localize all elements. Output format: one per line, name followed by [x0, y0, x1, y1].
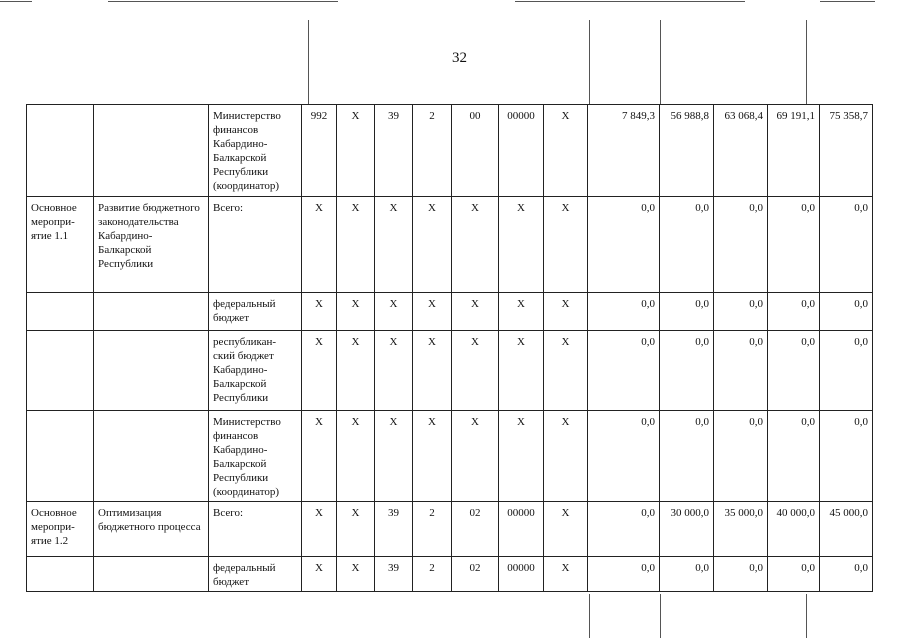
- amount-cell: 56 988,8: [660, 105, 714, 197]
- amount-cell: 0,0: [820, 197, 873, 293]
- event-name-cell: Оптимизация бюджетного процесса: [94, 502, 209, 557]
- event-name-cell: Развитие бюджетного законодательства Кабардино-Балкарской Республики: [94, 197, 209, 293]
- amount-cell: 30 000,0: [660, 502, 714, 557]
- code-cell: Х: [499, 293, 544, 331]
- code-cell: Х: [375, 293, 413, 331]
- code-cell: Х: [544, 411, 588, 502]
- amount-cell: 0,0: [660, 557, 714, 592]
- code-cell: Х: [302, 557, 337, 592]
- table-row: [27, 105, 873, 197]
- amount-cell: 35 000,0: [714, 502, 768, 557]
- budget-table: [26, 104, 873, 592]
- event-cell: [27, 293, 94, 331]
- scan-artifact-top-far-right: [820, 1, 875, 2]
- code-cell: Х: [544, 105, 588, 197]
- code-cell: Х: [375, 331, 413, 411]
- scan-artifact-vline: [308, 20, 309, 104]
- code-cell: Х: [302, 197, 337, 293]
- code-cell: Х: [452, 411, 499, 502]
- amount-cell: 40 000,0: [768, 502, 820, 557]
- amount-cell: 0,0: [820, 331, 873, 411]
- event-cell: [27, 411, 94, 502]
- funding-source-cell: федеральный бюджет: [209, 557, 302, 592]
- code-cell: Х: [302, 411, 337, 502]
- code-cell: 2: [413, 557, 452, 592]
- table-row: [27, 331, 873, 411]
- funding-source-cell: Министерство финансов Кабардино-Балкарской Республики (координатор): [209, 105, 302, 197]
- amount-cell: 45 000,0: [820, 502, 873, 557]
- code-cell: 02: [452, 502, 499, 557]
- funding-source-cell: Всего:: [209, 197, 302, 293]
- funding-source-cell: Министерство финансов Кабардино-Балкарской Республики (координатор): [209, 411, 302, 502]
- amount-cell: 0,0: [588, 557, 660, 592]
- code-cell: Х: [302, 502, 337, 557]
- code-cell: Х: [452, 331, 499, 411]
- code-cell: 02: [452, 557, 499, 592]
- amount-cell: 0,0: [768, 293, 820, 331]
- code-cell: Х: [499, 197, 544, 293]
- event-name-cell: [94, 331, 209, 411]
- code-cell: Х: [544, 293, 588, 331]
- amount-cell: 0,0: [820, 557, 873, 592]
- event-cell: [27, 557, 94, 592]
- code-cell: Х: [499, 411, 544, 502]
- scan-artifact-vline: [806, 20, 807, 104]
- code-cell: 39: [375, 105, 413, 197]
- code-cell: 39: [375, 502, 413, 557]
- scan-artifact-vline: [660, 20, 661, 104]
- code-cell: Х: [413, 197, 452, 293]
- amount-cell: 63 068,4: [714, 105, 768, 197]
- funding-source-cell: республикан-ский бюджет Кабардино-Балкарской Республики: [209, 331, 302, 411]
- amount-cell: 75 358,7: [820, 105, 873, 197]
- code-cell: Х: [413, 293, 452, 331]
- table-row: [27, 293, 873, 331]
- code-cell: 2: [413, 502, 452, 557]
- amount-cell: 0,0: [714, 197, 768, 293]
- code-cell: Х: [337, 411, 375, 502]
- event-name-cell: [94, 105, 209, 197]
- amount-cell: 0,0: [588, 502, 660, 557]
- event-cell: [27, 331, 94, 411]
- amount-cell: 69 191,1: [768, 105, 820, 197]
- code-cell: Х: [499, 331, 544, 411]
- page-number: 32: [452, 50, 467, 66]
- table-row: [27, 502, 873, 557]
- amount-cell: 0,0: [714, 411, 768, 502]
- scan-artifact-vline: [660, 594, 661, 638]
- code-cell: Х: [544, 331, 588, 411]
- event-cell: Основное меропри-ятие 1.2: [27, 502, 94, 557]
- table-row: [27, 411, 873, 502]
- scan-artifact-vline: [589, 20, 590, 104]
- amount-cell: 0,0: [714, 293, 768, 331]
- funding-source-cell: федеральный бюджет: [209, 293, 302, 331]
- scan-artifact-top-mid: [108, 1, 338, 2]
- table-row: [27, 197, 873, 293]
- scan-artifact-top-right: [515, 1, 745, 2]
- event-name-cell: [94, 411, 209, 502]
- event-name-cell: [94, 557, 209, 592]
- amount-cell: 0,0: [660, 411, 714, 502]
- code-cell: 00000: [499, 105, 544, 197]
- code-cell: 992: [302, 105, 337, 197]
- code-cell: Х: [302, 331, 337, 411]
- code-cell: Х: [544, 557, 588, 592]
- amount-cell: 0,0: [660, 331, 714, 411]
- table-body: [27, 105, 873, 592]
- amount-cell: 0,0: [820, 411, 873, 502]
- amount-cell: 0,0: [714, 331, 768, 411]
- code-cell: Х: [452, 293, 499, 331]
- amount-cell: 0,0: [768, 331, 820, 411]
- amount-cell: 0,0: [660, 293, 714, 331]
- code-cell: 00: [452, 105, 499, 197]
- amount-cell: 0,0: [768, 411, 820, 502]
- amount-cell: 0,0: [588, 293, 660, 331]
- amount-cell: 0,0: [588, 411, 660, 502]
- code-cell: Х: [337, 197, 375, 293]
- code-cell: Х: [413, 331, 452, 411]
- code-cell: 2: [413, 105, 452, 197]
- code-cell: Х: [413, 411, 452, 502]
- code-cell: Х: [544, 502, 588, 557]
- code-cell: Х: [337, 331, 375, 411]
- amount-cell: 0,0: [660, 197, 714, 293]
- code-cell: Х: [337, 502, 375, 557]
- amount-cell: 0,0: [588, 197, 660, 293]
- table-row: [27, 557, 873, 592]
- code-cell: Х: [544, 197, 588, 293]
- code-cell: Х: [452, 197, 499, 293]
- amount-cell: 0,0: [820, 293, 873, 331]
- code-cell: 00000: [499, 502, 544, 557]
- event-cell: [27, 105, 94, 197]
- code-cell: Х: [375, 197, 413, 293]
- amount-cell: 0,0: [768, 557, 820, 592]
- funding-source-cell: Всего:: [209, 502, 302, 557]
- event-cell: Основное меропри-ятие 1.1: [27, 197, 94, 293]
- code-cell: 00000: [499, 557, 544, 592]
- code-cell: Х: [375, 411, 413, 502]
- scan-artifact-vline: [589, 594, 590, 638]
- code-cell: Х: [337, 105, 375, 197]
- event-name-cell: [94, 293, 209, 331]
- amount-cell: 0,0: [588, 331, 660, 411]
- code-cell: Х: [337, 557, 375, 592]
- code-cell: Х: [337, 293, 375, 331]
- scan-artifact-vline: [806, 594, 807, 638]
- code-cell: 39: [375, 557, 413, 592]
- amount-cell: 0,0: [714, 557, 768, 592]
- amount-cell: 7 849,3: [588, 105, 660, 197]
- amount-cell: 0,0: [768, 197, 820, 293]
- code-cell: Х: [302, 293, 337, 331]
- scan-artifact-top-left: [0, 1, 32, 2]
